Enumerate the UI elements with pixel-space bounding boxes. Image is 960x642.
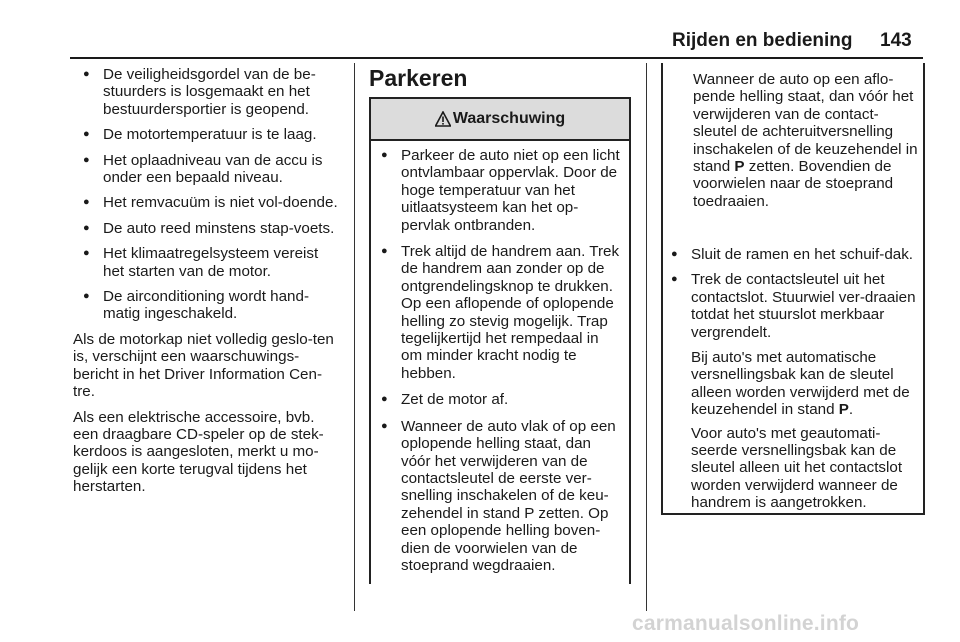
warning-box — [369, 97, 631, 584]
warning-icon — [435, 111, 451, 127]
text-span: zetten. Bovendien de voorwielen naar de stoeprand toedraaien. — [693, 158, 894, 210]
paragraph: Voor auto's met geautomati-seerde versnellingsbak kan de sleutel alleen uit het contactslot worden verwijderd wanneer de handrem is aangetrokken. — [691, 424, 903, 512]
list-item: ● De auto reed minstens stap-voets. — [73, 220, 343, 237]
text-span: Wanneer de auto op een aflo-pende helling staat, dan vóór het verwijderen van de contact-sleutel de achteruitversnelling inschakelen of de keuzehendel in stand — [693, 71, 918, 176]
list-item: ● Trek de contactsleutel uit het contactslot. Stuurwiel ver-draaien totdat het stuurslot merkbaar vergrendelt. — [661, 271, 925, 341]
header-rule — [70, 57, 923, 59]
page-number: 143 — [880, 30, 912, 51]
list-item: ● De motortemperatuur is te laag. — [73, 126, 343, 143]
paragraph: Als een elektrische accessoire, bvb. een draagbare CD-speler op de stek-kerdoos is aangesloten, merkt u mo-gelijk een korte terugval tijdens het herstarten. — [73, 408, 324, 496]
list-item: ● Het oplaadniveau van de accu is onder een bepaald niveau. — [73, 152, 343, 187]
list-item: ● Zet de motor af. — [371, 391, 621, 408]
watermark: carmanualsonline.info — [632, 612, 860, 635]
paragraph — [661, 349, 925, 419]
warning-p-text: Wanneer de auto vlak of op een oplopende helling staat, dan vóór het verwijderen van de contactsleutel de eerste ver-snelling inschakelen of de keu-zehendel in stand P zetten. Op een oplopende helling boven-dien de voorwielen van de stoeprand wegdraaien. — [401, 417, 616, 574]
stand-p: P — [734, 158, 745, 176]
left-column — [73, 66, 343, 504]
column-divider-left — [354, 63, 355, 611]
list-item: ● De veiligheidsgordel van de be-stuurders is losgemaakt en het bestuurdersportier is geopend. — [73, 66, 343, 118]
stand-p: P — [838, 401, 849, 419]
list-item — [371, 418, 621, 575]
section-title: Parkeren — [369, 65, 468, 91]
column-divider-right — [646, 63, 647, 611]
list-item: ● De airconditioning wordt hand-matig ingeschakeld. — [73, 288, 343, 323]
warning-header — [371, 99, 629, 141]
warning-heading: Waarschuwing — [452, 110, 566, 127]
list-item: ● Het klimaatregelsysteem vereist het starten van de motor. — [73, 245, 343, 280]
paragraph — [663, 63, 923, 210]
text-span: . — [848, 401, 854, 419]
text-span: Bij auto's met automatische versnellingsbak kan de sleutel alleen worden verwijderd met de keuzehendel in stand — [691, 349, 910, 419]
paragraph: Als de motorkap niet volledig geslo-ten is, verschijnt een waarschuwings-bericht in het Driver Information Cen-tre. — [73, 330, 334, 401]
list-item: ● Sluit de ramen en het schuif-dak. — [661, 246, 925, 263]
list-item: ● Parkeer de auto niet op een licht ontvlambaar oppervlak. Door de hoge temperatuur van het uitlaatsysteem kan het op-pervlak ontbranden. — [371, 147, 621, 234]
list-item: ● Het remvacuüm is niet vol-doende. — [73, 194, 343, 211]
header-title: Rijden en bediening — [672, 30, 853, 51]
list-item: ● Trek altijd de handrem aan. Trek de handrem aan zonder op de ontgrendelingsknop te drukken. Op een aflopende of oplopende helling zo stevig mogelijk. Trap tegelijkertijd het rempedaal in om minder kracht nodig te hebben. — [371, 243, 621, 382]
warning-body — [371, 141, 629, 574]
right-column — [661, 246, 925, 518]
